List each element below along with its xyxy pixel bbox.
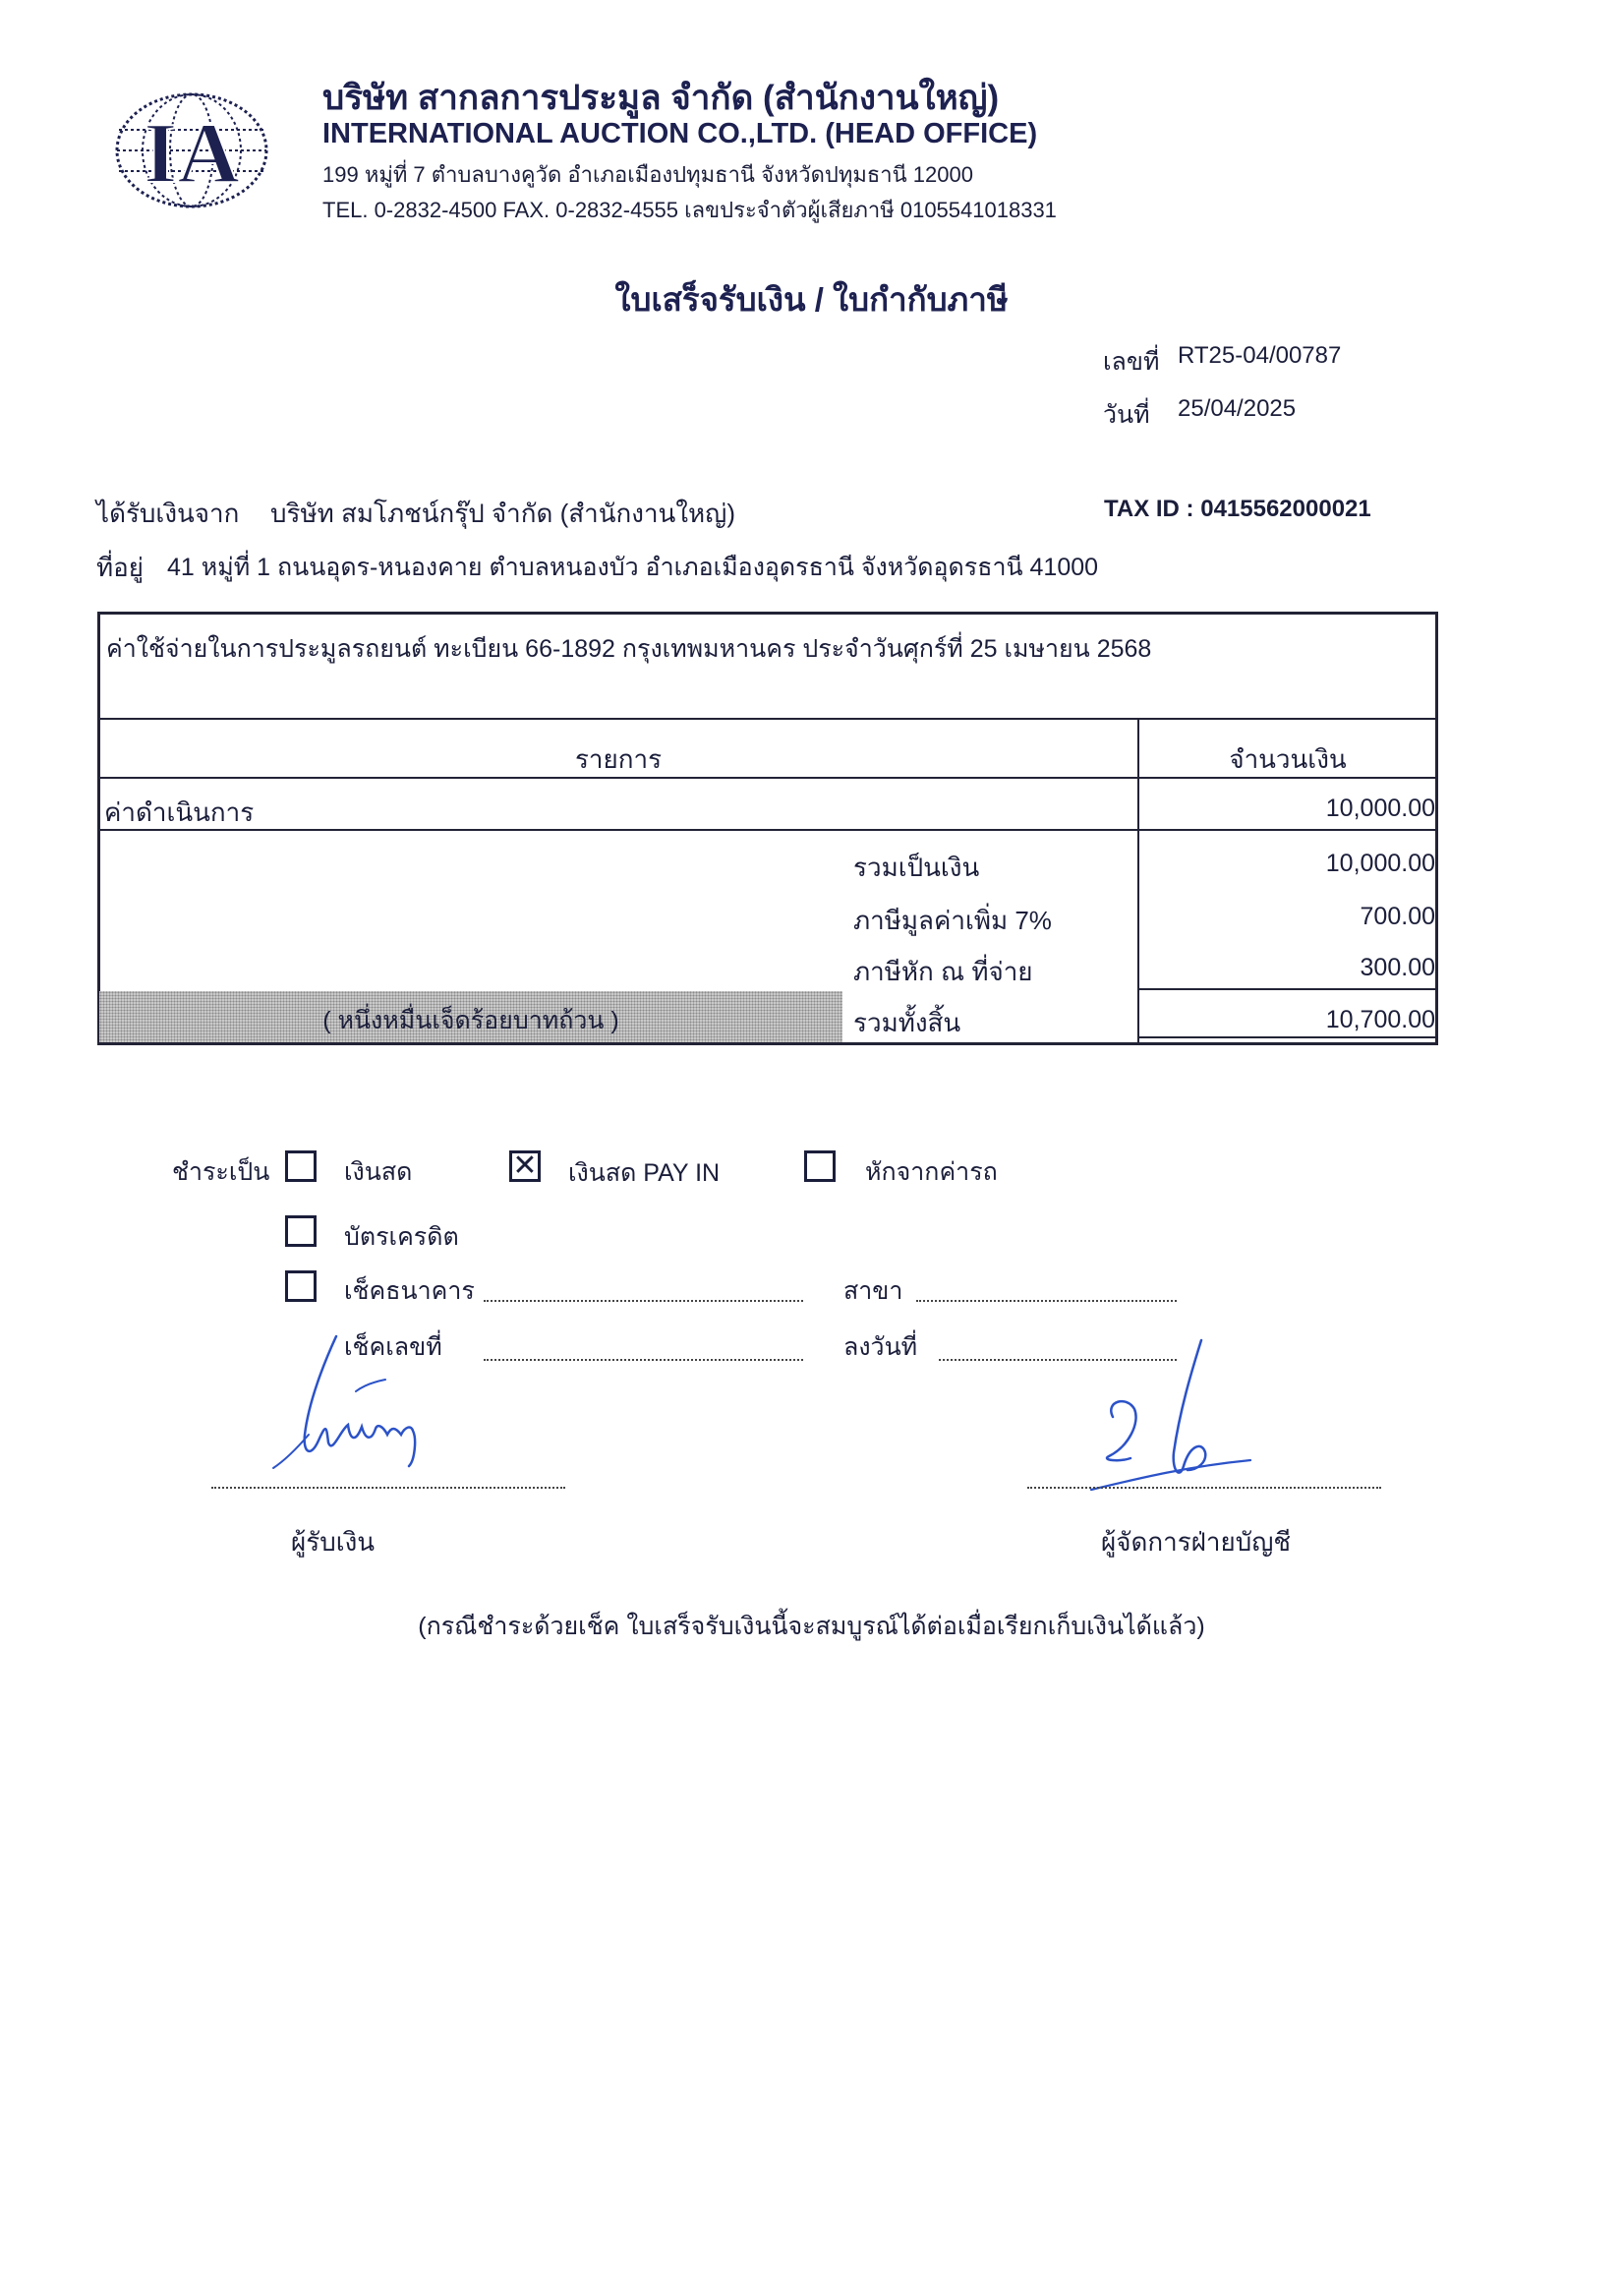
table-divider-row — [97, 829, 1438, 831]
option-bank-cheque-label: เช็คธนาคาร — [344, 1277, 475, 1305]
customer-address-label: ที่อยู่ — [96, 553, 144, 582]
company-name-thai: บริษัท สากลการประมูล จำกัด (สำนักงานใหญ่) — [322, 79, 1000, 117]
cheque-number-label: เช็คเลขที่ — [344, 1333, 442, 1361]
subtotal-value: 10,000.00 — [1325, 850, 1435, 877]
header-amount: จำนวนเงิน — [1229, 744, 1347, 774]
receipt-date-label: วันที่ — [1103, 401, 1150, 429]
accounting-manager-signature — [1081, 1332, 1268, 1500]
customer-tax-id: TAX ID : 0415562000021 — [1104, 496, 1371, 522]
option-cash-pay-in-label: เงินสด PAY IN — [568, 1159, 721, 1187]
payment-method-label: ชำระเป็น — [172, 1158, 270, 1186]
expense-description: ค่าใช้จ่ายในการประมูลรถยนต์ ทะเบียน 66-1892 กรุงเทพมหานคร ประจำวันศุกร์ที่ 25 เมษายน 2568 — [106, 635, 1152, 663]
grand-total-label: รวมทั้งสิ้น — [853, 1008, 961, 1037]
option-credit-card-label: บัตรเครดิต — [344, 1223, 459, 1251]
row-item-amount: 10,000.00 — [1325, 795, 1435, 822]
manager-signature-dotted-line — [1027, 1487, 1381, 1489]
checkbox-cash-pay-in[interactable] — [509, 1150, 541, 1182]
checkbox-cash[interactable] — [285, 1150, 317, 1182]
receipt-number: RT25-04/00787 — [1178, 342, 1342, 369]
customer-address: 41 หมู่ที่ 1 ถนนอุดร-หนองคาย ตำบลหนองบัว อำเภอเมืองอุดรธานี จังหวัดอุดรธานี 41000 — [167, 554, 1099, 581]
withholding-tax-value: 300.00 — [1360, 954, 1435, 981]
document-title: ใบเสร็จรับเงิน / ใบกำกับภาษี — [614, 281, 1009, 318]
table-total-double-line — [1137, 1036, 1438, 1038]
receiver-signature-dotted-line — [211, 1487, 565, 1489]
received-from-label: ได้รับเงินจาก — [96, 499, 240, 528]
table-border-top — [97, 612, 1438, 615]
accounting-manager-label: ผู้จัดการฝ่ายบัญชี — [1101, 1527, 1292, 1557]
customer-name: บริษัท สมโภชน์กรุ๊ป จำกัด (สำนักงานใหญ่) — [270, 499, 735, 528]
vat-label: ภาษีมูลค่าเพิ่ม 7% — [853, 906, 1052, 935]
receipt-date: 25/04/2025 — [1178, 395, 1297, 422]
receiver-label: ผู้รับเงิน — [291, 1527, 376, 1557]
row-item-name: ค่าดำเนินการ — [104, 797, 255, 827]
logo-text: IA — [144, 106, 240, 202]
option-deduct-from-car-label: หักจากค่ารถ — [865, 1158, 998, 1186]
receipt-number-label: เลขที่ — [1103, 348, 1160, 376]
amount-in-words: ( หนึ่งหมื่นเจ็ดร้อยบาทถ้วน ) — [322, 1007, 619, 1034]
branch-dotted-line — [916, 1300, 1177, 1302]
company-address: 199 หมู่ที่ 7 ตำบลบางคูวัด อำเภอเมืองปทุมธานี จังหวัดปทุมธานี 12000 — [322, 162, 973, 187]
cheque-payment-note: (กรณีชำระด้วยเช็ค ใบเสร็จรับเงินนี้จะสมบูรณ์ได้ต่อเมื่อเรียกเก็บเงินได้แล้ว) — [418, 1613, 1205, 1640]
cheque-number-dotted-line — [484, 1359, 803, 1361]
vat-value: 700.00 — [1360, 903, 1435, 930]
checkbox-deduct-from-car[interactable] — [804, 1150, 836, 1182]
check-mark-icon: ✕ — [512, 1148, 538, 1183]
bank-cheque-dotted-line — [484, 1300, 803, 1302]
company-contact: TEL. 0-2832-4500 FAX. 0-2832-4555 เลขประจำตัวผู้เสียภาษี 0105541018331 — [322, 198, 1057, 222]
withholding-tax-label: ภาษีหัก ณ ที่จ่าย — [853, 957, 1033, 986]
company-name-english: INTERNATIONAL AUCTION CO.,LTD. (HEAD OFFICE) — [322, 118, 1038, 149]
grand-total-value: 10,700.00 — [1325, 1006, 1435, 1033]
table-border-bottom — [97, 1042, 1438, 1045]
receiver-signature — [265, 1332, 472, 1480]
checkbox-bank-cheque[interactable] — [285, 1270, 317, 1302]
checkbox-credit-card[interactable] — [285, 1215, 317, 1247]
subtotal-label: รวมเป็นเงิน — [853, 853, 980, 882]
table-total-line — [1137, 988, 1438, 990]
option-cash-label: เงินสด — [344, 1158, 413, 1186]
header-item: รายการ — [574, 744, 663, 774]
company-logo — [113, 90, 270, 210]
table-divider-header-top — [97, 718, 1438, 720]
branch-label: สาขา — [843, 1277, 903, 1305]
sign-date-label: ลงวันที่ — [843, 1333, 918, 1361]
